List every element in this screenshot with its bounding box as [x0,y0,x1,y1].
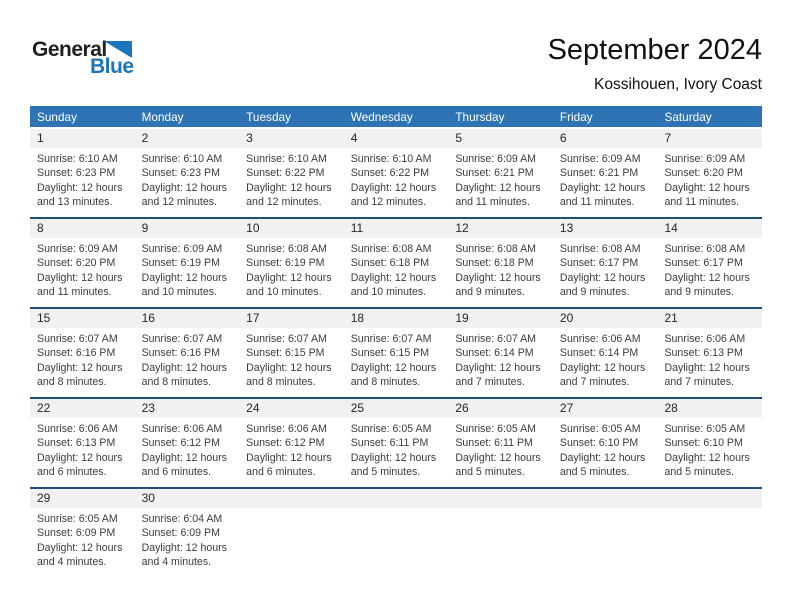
calendar-week-row [30,307,762,397]
day-detail-line: and 8 minutes. [246,375,316,388]
day-detail-line: and 11 minutes. [664,195,740,208]
day-detail-line: Daylight: 12 hours [37,541,123,554]
day-detail-line: Daylight: 12 hours [559,451,646,464]
day-details-row [30,508,762,569]
weekday-header-friday: Friday [559,110,593,124]
day-detail-line: and 6 minutes. [246,465,316,478]
day-cell-details [135,328,240,389]
day-detail-line: Daylight: 12 hours [37,361,123,374]
day-number: 1 [37,131,44,145]
day-cell-details [135,238,240,299]
day-detail-line: Sunset: 6:12 PM [246,437,325,450]
day-cell-details [657,328,762,389]
day-cell-details [135,148,240,209]
day-cell-empty [344,508,449,569]
day-cell-details [657,238,762,299]
day-detail-line: Daylight: 12 hours [37,271,123,284]
day-cell-details [657,148,762,209]
day-detail-line: Daylight: 12 hours [664,271,750,284]
day-number-band [30,219,762,238]
day-cell-details [30,328,135,389]
day-detail-line: Sunrise: 6:08 AM [664,243,746,255]
day-detail-line: Sunrise: 6:04 AM [141,513,223,525]
day-detail-line: Daylight: 12 hours [246,271,332,284]
day-number-empty [657,489,762,508]
weekday-header-saturday: Saturday [664,110,712,124]
day-cell-empty [657,508,762,569]
day-detail-line: and 4 minutes. [37,555,107,568]
day-cell-details [135,418,240,479]
weekday-header-sunday: Sunday [37,110,78,124]
day-number: 29 [37,491,51,505]
day-cell-details [239,238,344,299]
day-number: 2 [141,131,149,145]
day-detail-line: Sunrise: 6:07 AM [350,333,432,345]
day-detail-line: and 7 minutes. [559,375,630,388]
day-detail-line: Daylight: 12 hours [141,361,227,374]
day-detail-line: Daylight: 12 hours [664,181,750,194]
day-detail-line: Sunset: 6:17 PM [559,257,639,270]
day-number-band [30,399,762,418]
day-detail-line: Sunset: 6:21 PM [559,167,639,180]
logo-text-blue: Blue [90,55,134,78]
day-detail-line: and 9 minutes. [455,285,525,298]
day-detail-line: Sunrise: 6:05 AM [350,423,432,435]
day-detail-line: and 5 minutes. [559,465,630,478]
title-block [548,34,762,94]
day-detail-line: Sunrise: 6:10 AM [37,153,118,165]
day-number-empty [239,489,344,508]
day-detail-line: Daylight: 12 hours [455,271,541,284]
day-number: 3 [246,131,253,145]
day-detail-line: and 10 minutes. [141,285,217,298]
day-detail-line: and 5 minutes. [455,465,525,478]
day-detail-line: Sunrise: 6:08 AM [350,243,432,255]
day-cell-details [239,418,344,479]
day-number: 11 [350,221,364,235]
day-detail-line: Daylight: 12 hours [37,181,123,194]
day-cell-details [448,148,553,209]
day-detail-line: Daylight: 12 hours [246,361,332,374]
day-detail-line: Sunset: 6:19 PM [246,257,325,270]
day-number: 7 [664,131,672,145]
day-detail-line: Daylight: 12 hours [350,451,437,464]
day-detail-line: Sunrise: 6:05 AM [559,423,641,435]
day-number-empty [344,489,449,508]
day-detail-line: Sunrise: 6:08 AM [559,243,641,255]
calendar-week-row [30,217,762,307]
weekday-header-tuesday: Tuesday [246,110,291,124]
day-number-empty [448,489,553,508]
page-title: September 2024 [547,34,762,66]
day-number: 10 [246,221,260,235]
day-detail-line: Sunrise: 6:09 AM [455,153,536,165]
day-number-band [30,489,762,508]
day-detail-line: Daylight: 12 hours [141,271,227,284]
day-detail-line: Sunset: 6:20 PM [37,257,116,270]
calendar-week-row [30,129,762,217]
day-detail-line: Sunset: 6:18 PM [350,257,430,270]
day-detail-line: Sunset: 6:15 PM [246,347,325,360]
day-number-band [30,309,762,328]
day-detail-line: Sunset: 6:12 PM [141,437,220,450]
weekday-header-monday: Monday [141,110,184,124]
day-number: 5 [455,131,462,145]
day-detail-line: Sunrise: 6:09 AM [141,243,223,255]
day-detail-line: Sunrise: 6:06 AM [664,333,746,345]
day-cell-details [553,148,658,209]
day-detail-line: Sunset: 6:22 PM [246,167,325,180]
day-number: 20 [559,311,574,325]
day-detail-line: Sunrise: 6:09 AM [664,153,746,165]
day-number: 28 [664,401,678,415]
day-cell-details [30,148,135,209]
day-cell-details [344,148,449,209]
day-detail-line: Sunset: 6:19 PM [141,257,220,270]
logo-text-general: General [32,38,107,61]
day-detail-line: and 11 minutes. [455,195,530,208]
day-cell-details [448,418,553,479]
day-detail-line: Sunset: 6:10 PM [664,437,743,450]
day-cell-details [30,238,135,299]
day-detail-line: Sunrise: 6:07 AM [37,333,118,345]
day-number: 17 [246,311,260,325]
day-cell-details [448,238,553,299]
day-details-row [30,328,762,389]
day-details-row [30,148,762,209]
day-detail-line: Sunset: 6:22 PM [350,167,430,180]
day-detail-line: Daylight: 12 hours [664,361,750,374]
day-cell-details [344,418,449,479]
day-detail-line: and 12 minutes. [246,195,322,208]
day-detail-line: Sunrise: 6:10 AM [141,153,223,165]
day-detail-line: Sunrise: 6:06 AM [559,333,641,345]
day-detail-line: Sunrise: 6:05 AM [37,513,118,525]
day-detail-line: Sunset: 6:14 PM [455,347,534,360]
day-number: 4 [350,131,358,145]
day-detail-line: and 7 minutes. [664,375,734,388]
day-detail-line: and 5 minutes. [664,465,734,478]
day-detail-line: Daylight: 12 hours [246,181,332,194]
day-detail-line: Daylight: 12 hours [350,271,437,284]
day-detail-line: Sunset: 6:09 PM [37,527,116,540]
day-number: 12 [455,221,469,235]
day-detail-line: Sunrise: 6:07 AM [455,333,536,345]
day-number: 15 [37,311,51,325]
day-cell-details [553,418,658,479]
day-detail-line: Daylight: 12 hours [141,181,227,194]
day-detail-line: Daylight: 12 hours [559,271,646,284]
day-cell-details [657,418,762,479]
page-location: Kossihouen, Ivory Coast [593,76,762,93]
weekday-header-row [30,106,762,127]
day-detail-line: Daylight: 12 hours [246,451,332,464]
day-detail-line: and 8 minutes. [141,375,212,388]
weekday-header-wednesday: Wednesday [350,110,413,124]
day-details-row [30,418,762,479]
day-detail-line: Sunrise: 6:06 AM [246,423,327,435]
day-detail-line: Daylight: 12 hours [350,181,437,194]
day-cell-details [448,328,553,389]
day-number: 8 [37,221,44,235]
day-detail-line: Daylight: 12 hours [559,361,646,374]
day-number: 9 [141,221,149,235]
day-cell-details [553,238,658,299]
day-detail-line: Sunrise: 6:09 AM [559,153,641,165]
day-detail-line: Daylight: 12 hours [455,451,541,464]
day-cell-details [30,508,135,569]
day-detail-line: and 11 minutes. [559,195,635,208]
day-detail-line: Sunrise: 6:07 AM [246,333,327,345]
day-detail-line: Sunrise: 6:05 AM [664,423,746,435]
day-cell-details [553,328,658,389]
day-detail-line: Daylight: 12 hours [141,541,227,554]
day-number-band [30,129,762,148]
day-detail-line: Sunrise: 6:06 AM [37,423,118,435]
day-cell-details [239,148,344,209]
day-detail-line: and 11 minutes. [37,285,112,298]
day-number: 18 [350,311,365,325]
day-detail-line: and 6 minutes. [37,465,107,478]
day-number: 30 [141,491,155,505]
day-detail-line: Daylight: 12 hours [455,181,541,194]
calendar-table [30,106,762,577]
day-cell-details [30,418,135,479]
day-number: 21 [664,311,678,325]
day-detail-line: Sunset: 6:16 PM [37,347,116,360]
weekday-header-thursday: Thursday [455,110,505,124]
day-detail-line: Daylight: 12 hours [141,451,227,464]
day-detail-line: and 9 minutes. [664,285,734,298]
day-detail-line: Sunset: 6:09 PM [141,527,220,540]
day-number: 25 [350,401,365,415]
day-detail-line: Sunset: 6:21 PM [455,167,534,180]
day-detail-line: Daylight: 12 hours [455,361,541,374]
day-detail-line: Sunrise: 6:09 AM [37,243,118,255]
day-detail-line: Sunrise: 6:10 AM [246,153,327,165]
day-detail-line: Sunset: 6:13 PM [37,437,116,450]
day-detail-line: Sunset: 6:11 PM [455,437,533,450]
calendar-weeks [30,129,762,577]
day-number: 19 [455,311,469,325]
day-detail-line: Sunset: 6:15 PM [350,347,430,360]
day-detail-line: Sunset: 6:23 PM [37,167,116,180]
day-detail-line: and 12 minutes. [141,195,217,208]
calendar-week-row [30,487,762,577]
day-number: 26 [455,401,469,415]
day-detail-line: Sunset: 6:23 PM [141,167,220,180]
day-detail-line: Daylight: 12 hours [559,181,646,194]
day-number: 6 [559,131,567,145]
day-detail-line: and 8 minutes. [350,375,421,388]
day-detail-line: Sunset: 6:11 PM [350,437,429,450]
day-detail-line: Sunrise: 6:08 AM [246,243,327,255]
day-number-empty [553,489,658,508]
day-number: 27 [559,401,574,415]
day-detail-line: and 5 minutes. [350,465,421,478]
day-cell-details [344,328,449,389]
day-detail-line: Sunset: 6:13 PM [664,347,743,360]
day-detail-line: Sunrise: 6:07 AM [141,333,223,345]
day-cell-details [135,508,240,569]
day-detail-line: Sunset: 6:18 PM [455,257,534,270]
day-detail-line: Sunrise: 6:10 AM [350,153,432,165]
day-number: 23 [141,401,155,415]
general-blue-logo [32,38,142,82]
day-detail-line: and 13 minutes. [37,195,113,208]
day-detail-line: and 10 minutes. [246,285,322,298]
day-detail-line: Daylight: 12 hours [350,361,437,374]
day-cell-details [344,238,449,299]
day-detail-line: and 10 minutes. [350,285,427,298]
day-cell-details [239,328,344,389]
day-detail-line: Sunset: 6:10 PM [559,437,639,450]
day-detail-line: Sunset: 6:14 PM [559,347,639,360]
day-detail-line: Sunrise: 6:05 AM [455,423,536,435]
day-cell-empty [239,508,344,569]
day-detail-line: Daylight: 12 hours [37,451,123,464]
day-details-row [30,238,762,299]
day-number: 14 [664,221,678,235]
day-cell-empty [553,508,658,569]
day-detail-line: Sunrise: 6:08 AM [455,243,536,255]
day-number: 22 [37,401,51,415]
calendar-week-row [30,397,762,487]
day-detail-line: and 8 minutes. [37,375,107,388]
day-detail-line: Sunset: 6:17 PM [664,257,743,270]
day-detail-line: Daylight: 12 hours [664,451,750,464]
day-number: 24 [246,401,260,415]
day-detail-line: and 12 minutes. [350,195,427,208]
day-detail-line: and 9 minutes. [559,285,630,298]
day-number: 16 [141,311,155,325]
day-number: 13 [559,221,574,235]
day-detail-line: Sunset: 6:16 PM [141,347,220,360]
day-cell-empty [448,508,553,569]
day-detail-line: and 7 minutes. [455,375,525,388]
day-detail-line: Sunrise: 6:06 AM [141,423,223,435]
day-detail-line: Sunset: 6:20 PM [664,167,743,180]
day-detail-line: and 4 minutes. [141,555,212,568]
day-detail-line: and 6 minutes. [141,465,212,478]
